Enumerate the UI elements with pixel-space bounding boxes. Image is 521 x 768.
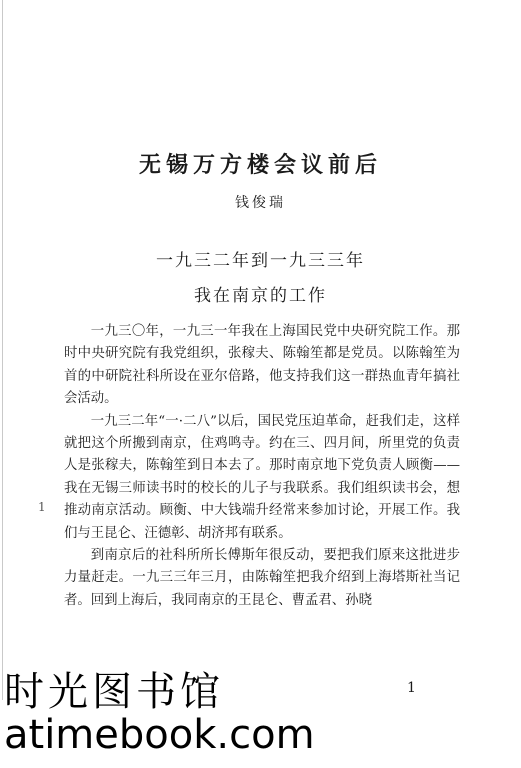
margin-mark: 1 [38, 500, 46, 514]
paragraph-3: 到南京后的社科所所长傅斯年很反动，要把我们原来这批进步力量赶走。一九三三年三月，由陈翰笙把我介绍到上海塔斯社当记者。回到上海后，我同南京的王昆仑、曹孟君、孙晓 [64, 548, 460, 608]
page-edge-line [2, 0, 3, 700]
watermark-chinese: 时光图书馆 [4, 669, 224, 715]
article-title: 无锡万方楼会议前后 [138, 153, 382, 178]
section-heading-line-2: 我在南京的工作 [194, 286, 327, 306]
page-number: 1 [407, 680, 416, 696]
author-name: 钱俊瑞 [235, 195, 286, 211]
watermark-url: atimebook.com [4, 712, 315, 758]
paragraph-2: 一九三二年“一·二八”以后，国民党压迫革命，赶我们走，这样就把这个所搬到南京，住鸡鸣寺。约在三、四月间，所里党的负责人是张稼夫，陈翰笙到日本去了。那时南京地下党负责人顾衡——我在无锡三师读书时的校长的儿子与我联系。我们组织读书会，想推动南京活动。顾衡、中大钱端升经常来参加讨论，开展工作。我们与王昆仑、汪德彰、胡济邦有联系。 [64, 413, 460, 541]
section-heading-line-1: 一九三二年到一九三三年 [156, 251, 365, 271]
body-text [64, 321, 460, 612]
paragraph-1: 一九三〇年，一九三一年我在上海国民党中央研究院工作。那时中央研究院有我党组织，张稼夫、陈翰笙都是党员。以陈翰笙为首的中研院社科所设在亚尔倍路，他支持我们这一群热血青年搞社会活动。 [64, 324, 460, 407]
